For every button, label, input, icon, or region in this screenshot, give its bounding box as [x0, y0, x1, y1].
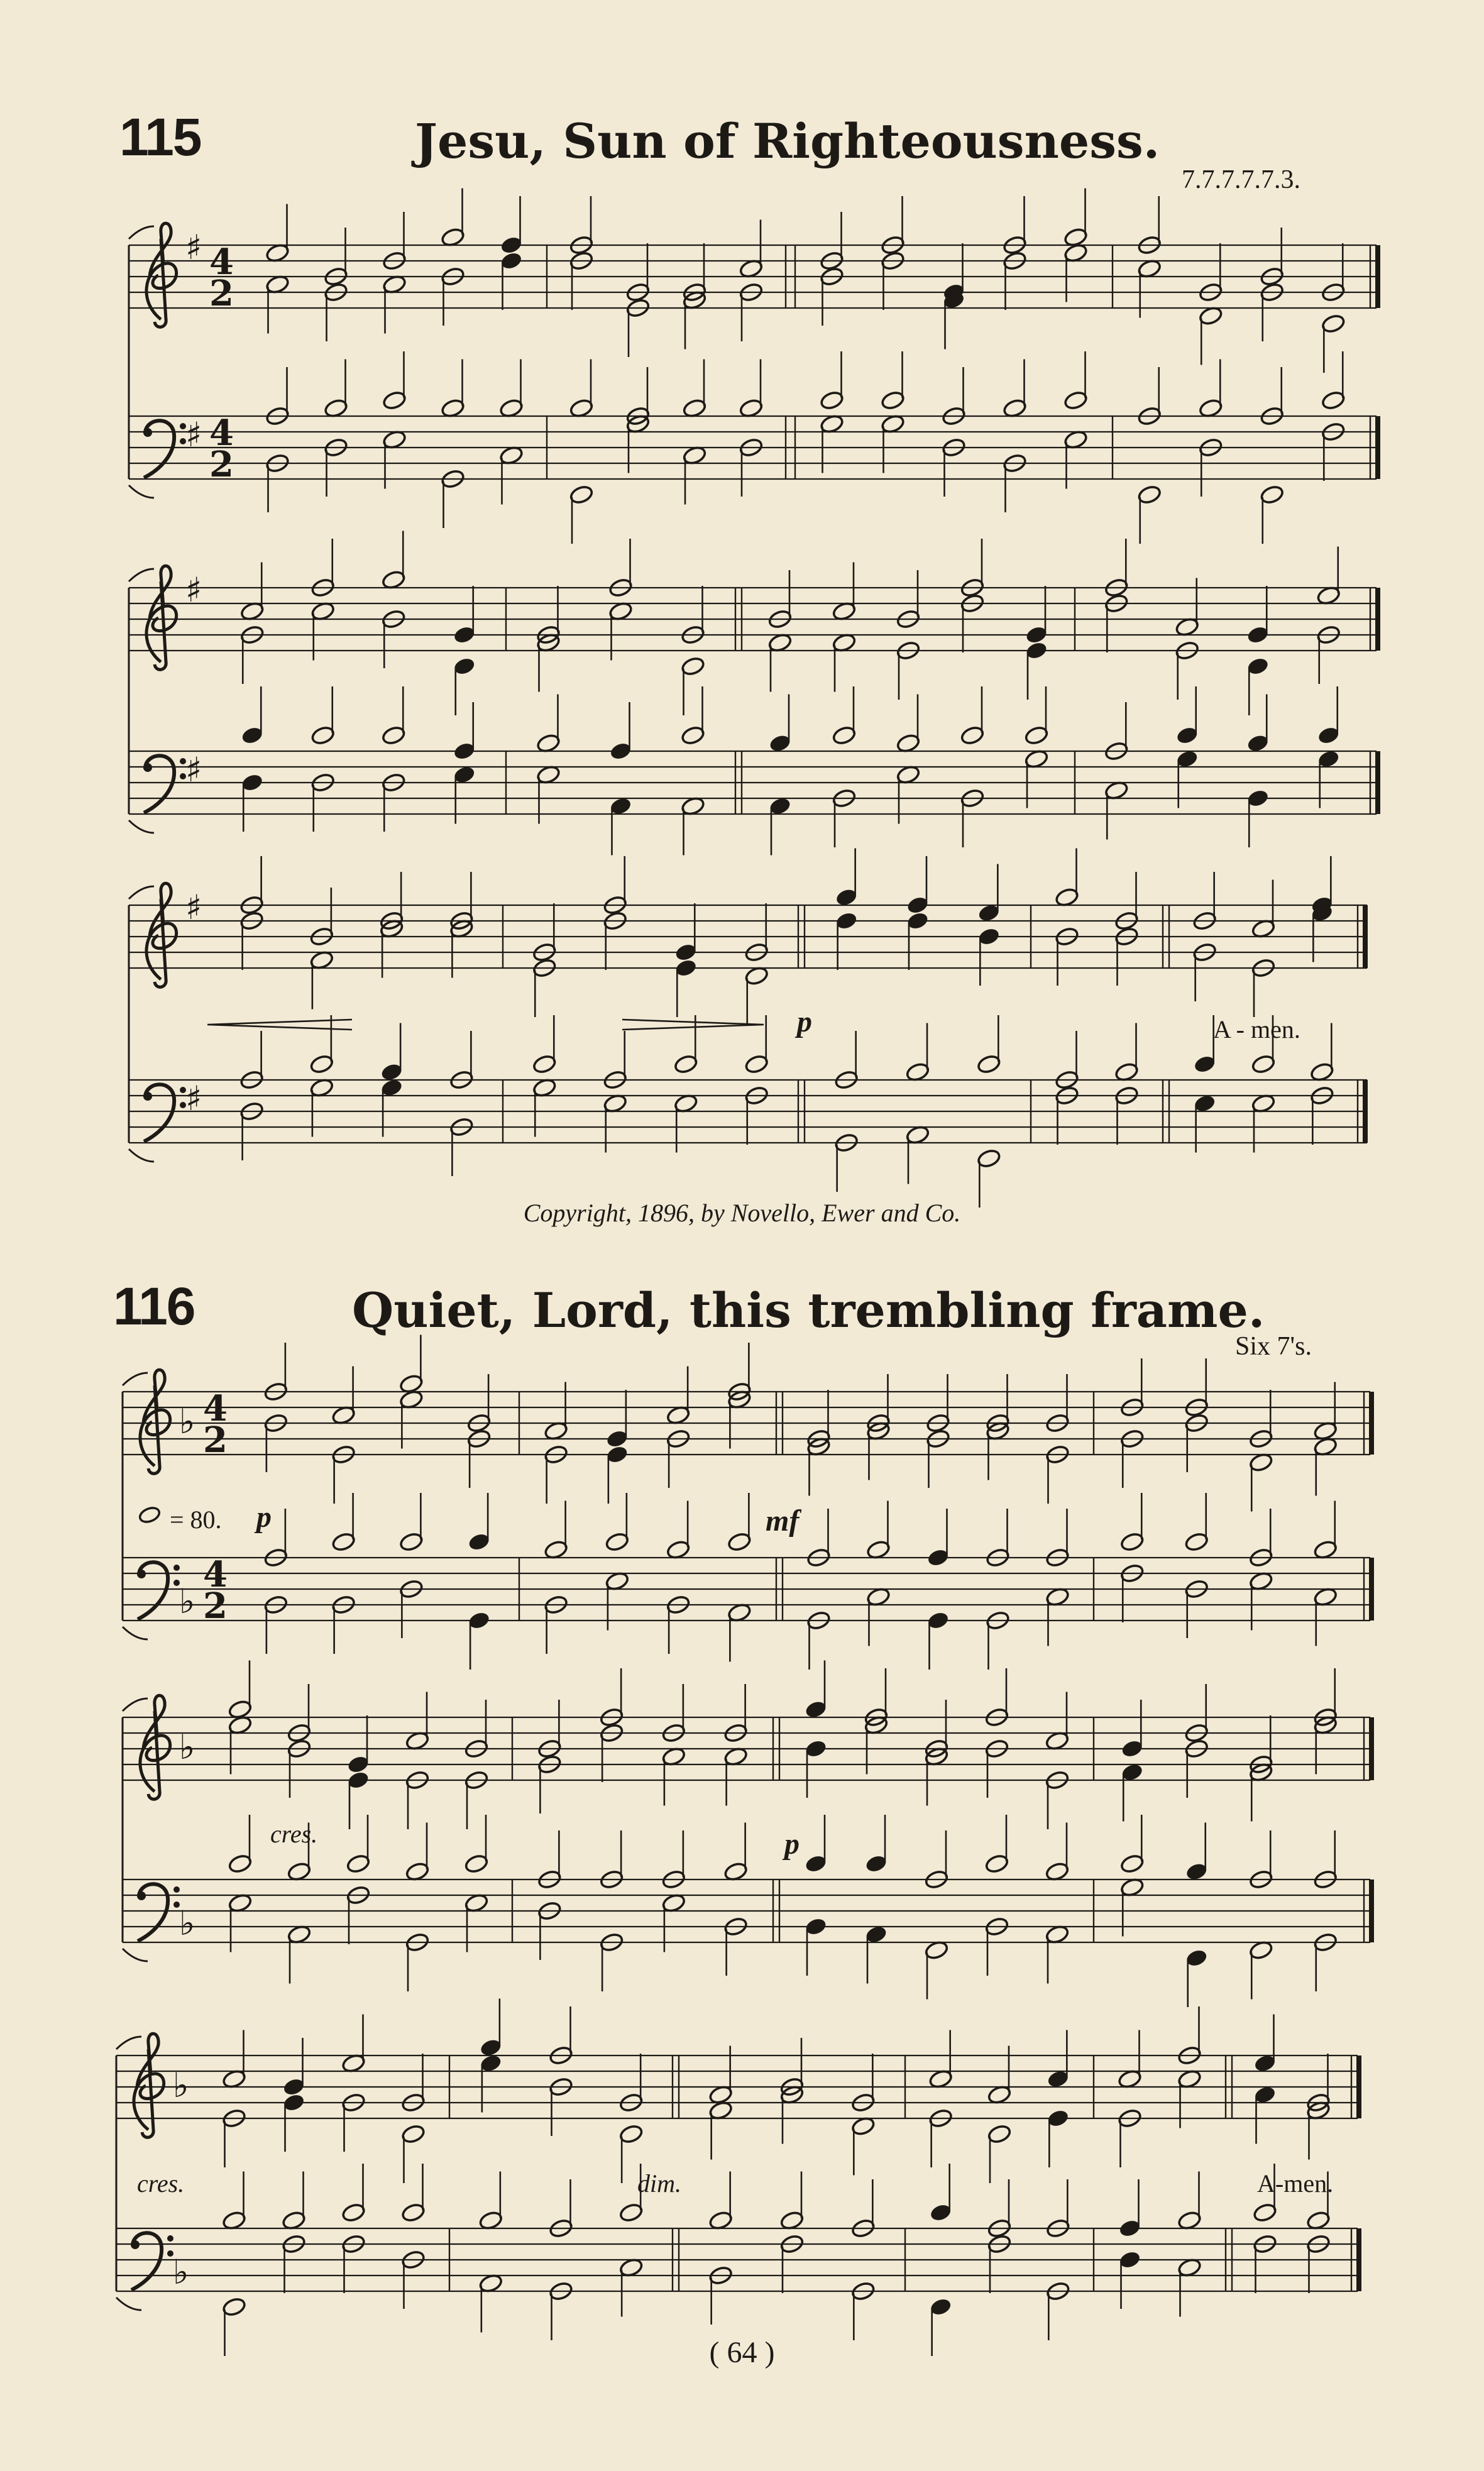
bass-clef-dot — [137, 1570, 146, 1578]
flat-sign: ♭ — [179, 1727, 195, 1767]
sharp-sign: ♯ — [185, 750, 202, 790]
treble-clef — [146, 883, 177, 987]
dynamic-mf: mf — [766, 1504, 800, 1538]
tempo-half-note — [138, 1505, 161, 1525]
dim-marking: dim. — [637, 2169, 681, 2198]
time-signature-bottom: 2 — [203, 1585, 228, 1627]
hymn-115-title: Jesu, Sun of Righteousness. — [415, 113, 1160, 169]
treble-clef — [140, 1370, 170, 1473]
bass-clef-dot — [143, 763, 152, 772]
tempo-dynamic-p: p — [256, 1500, 272, 1534]
sharp-sign: ♯ — [185, 1079, 202, 1118]
time-signature-top: 4 — [203, 1554, 228, 1595]
system-bracket — [123, 1627, 148, 1639]
system-bracket — [123, 1949, 148, 1961]
hymn-116-meter: Six 7's. — [1235, 1332, 1312, 1361]
flat-sign: ♭ — [173, 2252, 189, 2292]
bass-clef-dot — [167, 2235, 173, 2242]
time-signature-top: 4 — [209, 412, 234, 454]
system-bracket — [123, 1373, 148, 1385]
time-signature-bottom: 2 — [209, 444, 234, 485]
time-signature-top: 4 — [209, 241, 234, 283]
dynamic-p-116: p — [784, 1827, 800, 1861]
system-bracket — [129, 485, 154, 498]
page-number: ( 64 ) — [709, 2336, 775, 2369]
cres-marking-2: cres. — [137, 2169, 185, 2198]
flat-sign: ♭ — [179, 1903, 195, 1943]
treble-clef — [146, 223, 177, 327]
sharp-sign: ♯ — [185, 888, 202, 927]
time-signature-bottom: 2 — [209, 273, 234, 314]
system-bracket — [123, 1698, 148, 1711]
treble-clef — [140, 1695, 170, 1799]
hymn-115-meter: 7.7.7.7.7.3. — [1182, 165, 1300, 194]
flat-sign: ♭ — [179, 1582, 195, 1621]
copyright-notice: Copyright, 1896, by Novello, Ewer and Co. — [523, 1199, 961, 1227]
crescendo-hairpin — [207, 1020, 352, 1030]
hymn-115-dynamic-p: p — [797, 1005, 812, 1038]
hymn-115-amen: A - men. — [1213, 1015, 1300, 1043]
system-bracket — [129, 886, 154, 899]
system-bracket — [129, 226, 154, 239]
treble-clef — [146, 566, 177, 669]
decrescendo-hairpin — [622, 1020, 764, 1030]
bass-clef-dot — [173, 1886, 180, 1893]
cres-marking-1: cres. — [270, 1820, 318, 1848]
bass-clef-dot — [131, 2240, 140, 2249]
hymn-115-number: 115 — [119, 107, 201, 167]
treble-clef — [134, 2033, 164, 2137]
tempo-marking: = 80. — [170, 1505, 222, 1534]
bass-clef-dot — [137, 1891, 146, 1900]
sharp-sign: ♯ — [185, 415, 202, 454]
flat-sign: ♭ — [173, 2066, 189, 2105]
bass-clef-dot — [143, 428, 152, 437]
hymn-116-title: Quiet, Lord, this trembling frame. — [352, 1282, 1265, 1338]
system-bracket — [129, 1149, 154, 1162]
system-bracket — [129, 820, 154, 833]
hymn-116-amen: A-men. — [1257, 2169, 1334, 2198]
time-signature-bottom: 2 — [203, 1419, 228, 1461]
flat-sign: ♭ — [179, 1402, 195, 1441]
hymn-116-number: 116 — [113, 1277, 195, 1336]
system-bracket — [116, 2298, 141, 2310]
sharp-sign: ♯ — [185, 228, 202, 267]
sharp-sign: ♯ — [185, 570, 202, 610]
bass-clef-dot — [143, 1092, 152, 1101]
system-bracket — [116, 2037, 141, 2049]
time-signature-top: 4 — [203, 1388, 228, 1429]
bass-clef-dot — [173, 1565, 180, 1571]
system-bracket — [129, 569, 154, 581]
